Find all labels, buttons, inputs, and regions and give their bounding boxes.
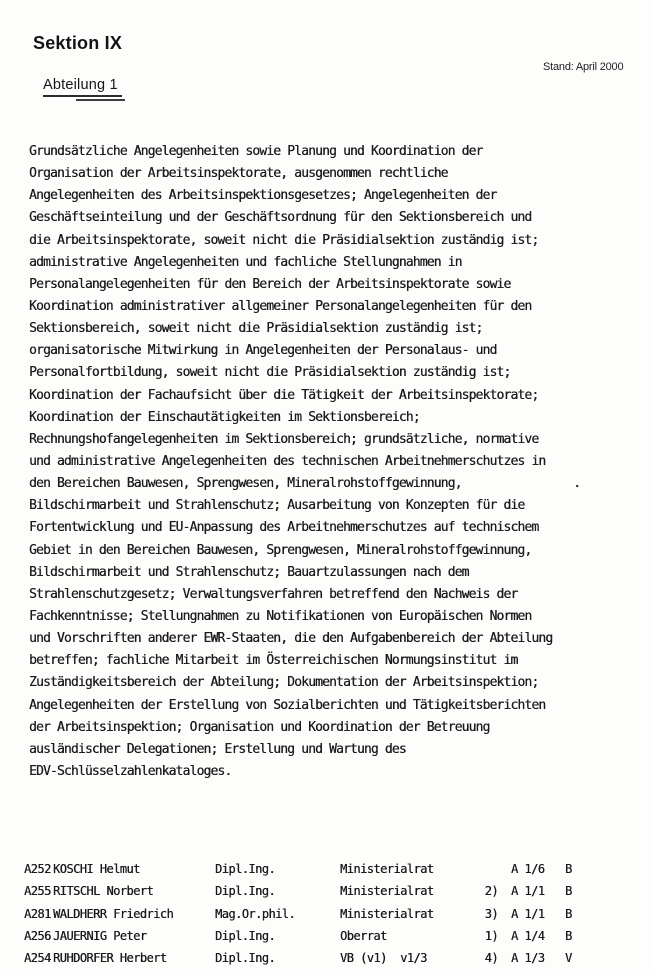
cell-title: Dipl.Ing. — [215, 928, 276, 943]
body-line: Bildschirmarbeit und Strahlenschutz; Bauartzulassungen nach dem — [29, 564, 469, 580]
cell-grade: A 1/3 — [511, 951, 545, 966]
cell-title: Dipl.Ing. — [215, 884, 276, 899]
body-line: Sektionsbereich, soweit nicht die Präsidialsektion zuständig ist; — [29, 321, 483, 337]
cell-grade: A 1/6 — [511, 862, 545, 876]
cell-title: Dipl.Ing. — [215, 862, 276, 876]
cell-name: KOSCHI Helmut — [53, 862, 140, 876]
body-line: administrative Angelegenheiten und fachliche Stellungnahmen in — [29, 254, 462, 270]
body-line: Koordination der Fachaufsicht über die Tätigkeit der Arbeitsinspektorate; — [29, 387, 539, 403]
cell-name: RITSCHL Norbert — [53, 884, 154, 899]
body-line: Rechnungshofangelegenheiten im Sektionsbereich; grundsätzliche, normative — [29, 431, 539, 447]
body-line: und administrative Angelegenheiten des technischen Arbeitnehmerschutzes in — [29, 453, 546, 469]
body-line: EDV-Schlüsselzahlenkataloges. — [29, 763, 232, 779]
body-line: und Vorschriften anderer EWR-Staaten, die den Aufgabenbereich der Abteilung — [29, 631, 553, 647]
body-text — [29, 141, 580, 783]
cell-note: 4) — [484, 951, 498, 966]
table-row — [0, 884, 650, 906]
cell-note: 1) — [484, 928, 498, 943]
body-line: Angelegenheiten der Erstellung von Sozialberichten und Tätigkeitsberichten — [29, 697, 546, 713]
body-line: Organisation der Arbeitsinspektorate, ausgenommen rechtliche — [29, 166, 448, 182]
cell-code: A281 — [24, 906, 51, 921]
body-line: Gebiet in den Bereichen Bauwesen, Sprengwesen, Mineralrohstoffgewinnung, — [29, 542, 532, 558]
body-line: die Arbeitsinspektorate, soweit nicht die Präsidialsektion zuständig ist; — [29, 232, 539, 248]
body-line: Bildschirmarbeit und Strahlenschutz; Ausarbeitung von Konzepten für die — [29, 498, 525, 514]
table-row — [0, 907, 650, 929]
department-title — [43, 74, 122, 97]
body-line: den Bereichen Bauwesen, Sprengwesen, Mineralrohstoffgewinnung, . — [29, 476, 581, 492]
department-title-text: Abteilung 1 — [43, 77, 122, 97]
cell-code: A256 — [24, 928, 51, 943]
table-row — [0, 951, 650, 973]
body-line: ausländischer Delegationen; Erstellung und Wartung des — [29, 741, 406, 757]
cell-letter: B — [565, 862, 572, 876]
cell-note: 2) — [484, 884, 498, 899]
cell-grade: A 1/4 — [511, 928, 545, 943]
cell-letter: V — [565, 951, 572, 966]
cell-letter: B — [565, 928, 572, 943]
cell-code: A254 — [24, 951, 51, 966]
cell-letter: B — [565, 906, 572, 921]
underline-decoration — [76, 99, 125, 101]
cell-code: A255 — [24, 884, 51, 899]
cell-grade: A 1/1 — [511, 906, 545, 921]
stand-note: Stand: April 2000 — [543, 61, 624, 73]
body-line: Grundsätzliche Angelegenheiten sowie Planung und Koordination der — [29, 144, 483, 159]
body-line: Geschäftseinteilung und der Geschäftsordnung für den Sektionsbereich und — [29, 210, 532, 226]
cell-code: A252 — [24, 862, 51, 876]
cell-note: 3) — [484, 906, 498, 921]
body-line: Fachkenntnisse; Stellungnahmen zu Notifikationen von Europäischen Normen — [29, 608, 532, 624]
body-line: organisatorische Mitwirkung in Angelegenheiten der Personalaus- und — [29, 343, 497, 359]
cell-rank: Ministerialrat — [340, 884, 434, 899]
staff-table — [0, 862, 650, 973]
section-title: Sektion IX — [33, 33, 123, 53]
cell-name: JAUERNIG Peter — [53, 928, 147, 943]
cell-title: Mag.Or.phil. — [215, 906, 296, 921]
cell-rank: VB (v1) v1/3 — [340, 951, 427, 966]
body-line: Personalfortbildung, soweit nicht die Präsidialsektion zuständig ist; — [29, 365, 511, 381]
body-line: Zuständigkeitsbereich der Abteilung; Dokumentation der Arbeitsinspektion; — [29, 675, 539, 691]
cell-rank: Ministerialrat — [340, 906, 434, 921]
cell-title: Dipl.Ing. — [215, 951, 276, 966]
body-line: betreffen; fachliche Mitarbeit im Österreichischen Normungsinstitut im — [29, 653, 518, 669]
cell-name: RUHDORFER Herbert — [53, 951, 167, 966]
cell-rank: Ministerialrat — [340, 862, 434, 876]
cell-name: WALDHERR Friedrich — [53, 906, 174, 921]
body-line: Personalangelegenheiten für den Bereich der Arbeitsinspektorate sowie — [29, 276, 511, 292]
cell-rank: Oberrat — [340, 928, 387, 943]
cell-letter: B — [565, 884, 572, 899]
body-line: Koordination der Einschautätigkeiten im Sektionsbereich; — [29, 409, 420, 425]
body-line: der Arbeitsinspektion; Organisation und Koordination der Betreuung — [29, 719, 490, 735]
cell-grade: A 1/1 — [511, 884, 545, 899]
body-line: Fortentwicklung und EU-Anpassung des Arbeitnehmerschutzes auf technischem — [29, 520, 539, 536]
body-line: Koordination administrativer allgemeiner Personalangelegenheiten für den — [29, 298, 532, 314]
table-row — [0, 862, 650, 884]
body-line: Angelegenheiten des Arbeitsinspektionsgesetzes; Angelegenheiten der — [29, 188, 497, 204]
table-row — [0, 929, 650, 951]
body-line: Strahlenschutzgesetz; Verwaltungsverfahren betreffend den Nachweis der — [29, 586, 518, 602]
